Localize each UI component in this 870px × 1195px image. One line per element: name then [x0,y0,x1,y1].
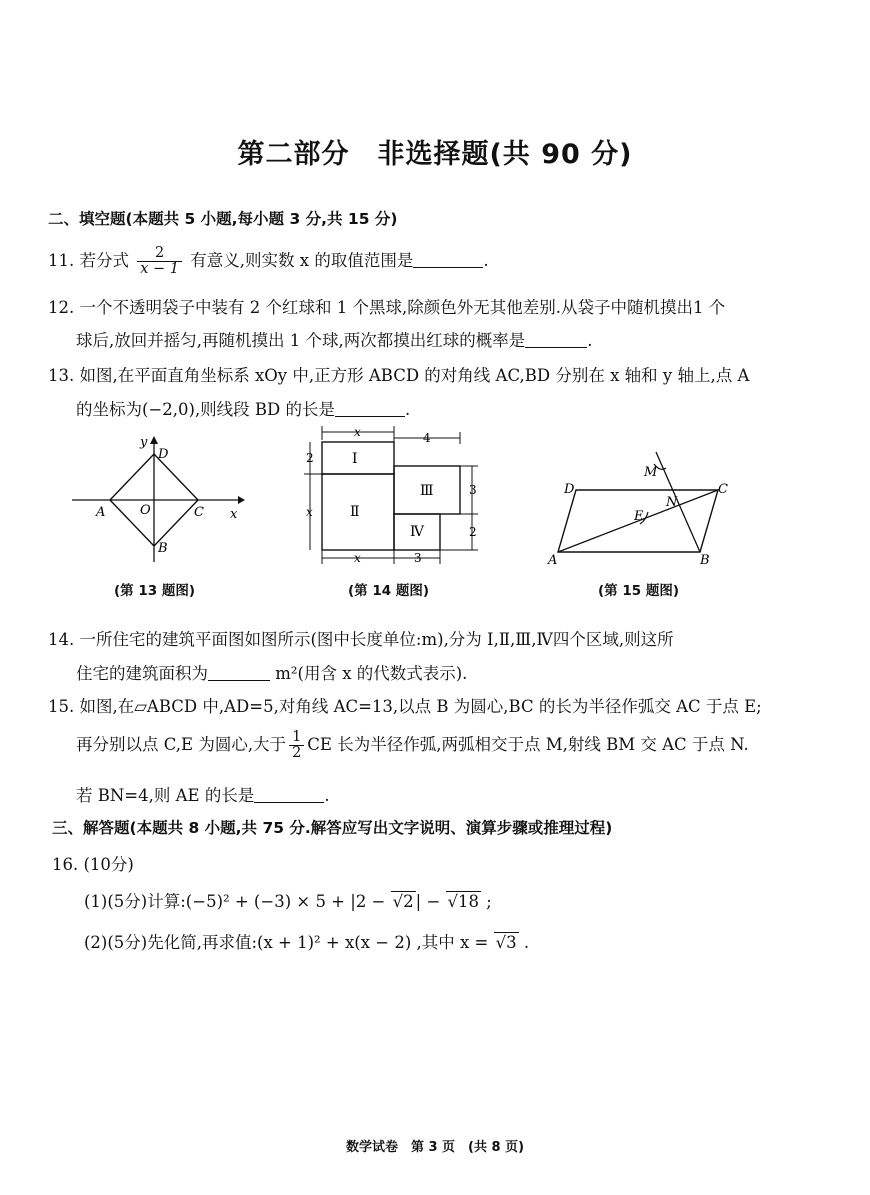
label-d: D [158,447,169,462]
q15-line2-pre: 再分别以点 C,E 为圆心,大于 [76,735,287,755]
label-x-top: x [354,425,361,439]
label-2-right: 2 [469,525,477,539]
label-3-right: 3 [469,483,477,497]
fig15-caption: (第 15 题图) [598,583,680,599]
q14-answer-blank[interactable] [208,664,270,682]
fig13-caption: (第 13 题图) [114,583,196,599]
q11-number: 11. [48,251,75,271]
q15-line1: 15. 如图,在▱ABCD 中,AD=5,对角线 AC=13,以点 B 为圆心,BC 的长为半径作弧交 AC 于点 E; [48,697,762,716]
label-m: M [644,465,658,480]
q15-frac-den: 2 [292,745,302,762]
q11-end: . [483,251,489,271]
y-axis-arrow [150,436,158,444]
q15-frac-num: 1 [289,730,304,746]
label-room-4: Ⅳ [410,524,424,540]
q16-p2-end: . [518,933,530,952]
q14-line2-pre: 住宅的建筑面积为 [76,664,208,683]
label-room-3: Ⅲ [420,483,434,499]
question-11 [48,246,489,277]
q11-answer-blank[interactable] [413,251,483,269]
q11-post: 有意义,则实数 x 的取值范围是 [190,251,414,271]
fig14-caption: (第 14 题图) [348,583,430,599]
q15-fraction [289,730,304,761]
room-1 [322,442,394,474]
q15-line2-post: CE 长为半径作弧,两弧相交于点 M,射线 BM 交 AC 于点 N. [307,735,749,755]
q11-frac-den: x − 1 [140,261,180,278]
label-c: C [194,505,204,520]
q12-line2 [76,327,592,351]
q16-part2 [84,929,529,953]
q14-line2 [76,660,467,684]
label-y: y [140,435,148,450]
x-axis-arrow [238,496,245,504]
label-d: D [564,482,575,497]
q12-line1: 12. 一个不透明袋子中装有 2 个红球和 1 个黑球,除颜色外无其他差别.从袋子中随机摸出1 个 [48,298,726,317]
q16-p1-sqrt2: √2 [392,892,414,911]
q16-p1-pre: (1)(5分)计算:(−5)² + (−3) × 5 + |2 − [84,892,391,911]
q12-answer-blank[interactable] [525,331,587,349]
q16-head: 16. (10分) [52,855,134,874]
q15-answer-blank[interactable] [254,786,324,804]
label-a: A [548,553,558,568]
q15-line2 [76,730,749,761]
q11-frac-num: 2 [137,246,182,262]
q11-pre: 若分式 [79,251,129,271]
label-4: 4 [423,431,431,445]
label-x-bottom: x [354,551,361,565]
section-heading-fill-in: 二、填空题(本题共 5 小题,每小题 3 分,共 15 分) [48,210,398,228]
q15-line3 [76,782,330,806]
page-footer: 数学试卷 第 3 页 (共 8 页) [345,1140,525,1155]
q11-fraction [137,246,182,277]
q13-end: . [405,400,411,419]
section-heading-solutions: 三、解答题(本题共 8 小题,共 75 分.解答应写出文字说明、演算步骤或推理过程) [52,819,613,837]
label-e: E [634,509,644,524]
q16-p1-end: ; [481,892,492,911]
q16-p1-sqrt18: √18 [447,892,480,911]
q15-line3-pre: 若 BN=4,则 AE 的长是 [76,786,255,805]
label-c: C [718,482,728,497]
q16-part1 [84,888,492,912]
q12-end: . [587,331,593,350]
q16-p2-sqrt3: √3 [495,933,517,952]
label-b: B [158,541,168,556]
q12-line2-text: 球后,放回并摇匀,再随机摸出 1 个球,两次都摸出红球的概率是 [76,331,526,350]
q15-end: . [324,786,330,805]
page-title: 第二部分 非选择题(共 90 分) [237,139,633,170]
label-a: A [96,505,106,520]
label-n: N [666,495,678,510]
figure-15 [540,444,740,569]
ray-bm [656,452,700,552]
label-o: O [140,503,151,518]
q13-line2 [76,396,410,420]
label-room-1: Ⅰ [352,451,358,467]
q14-line1: 14. 一所住宅的建筑平面图如图所示(图中长度单位:m),分为 Ⅰ,Ⅱ,Ⅲ,Ⅳ四个区域,则这所 [48,630,674,649]
label-x-left: x [306,505,313,519]
label-3-bottom: 3 [414,551,422,565]
label-2-top: 2 [306,451,314,465]
q14-line2-post: m²(用含 x 的代数式表示). [275,664,468,683]
figure-13 [70,432,245,567]
label-b: B [700,553,710,568]
q13-line2-text: 的坐标为(−2,0),则线段 BD 的长是 [76,400,336,419]
label-x: x [230,507,238,522]
q16-p2-pre: (2)(5分)先化简,再求值:(x + 1)² + x(x − 2) ,其中 x = [84,933,494,952]
figure-14 [300,424,490,574]
label-room-2: Ⅱ [350,504,360,520]
q13-line1: 13. 如图,在平面直角坐标系 xOy 中,正方形 ABCD 的对角线 AC,BD 分别在 x 轴和 y 轴上,点 A [48,366,750,385]
q16-p1-mid: | − [415,892,446,911]
q13-answer-blank[interactable] [335,400,405,418]
